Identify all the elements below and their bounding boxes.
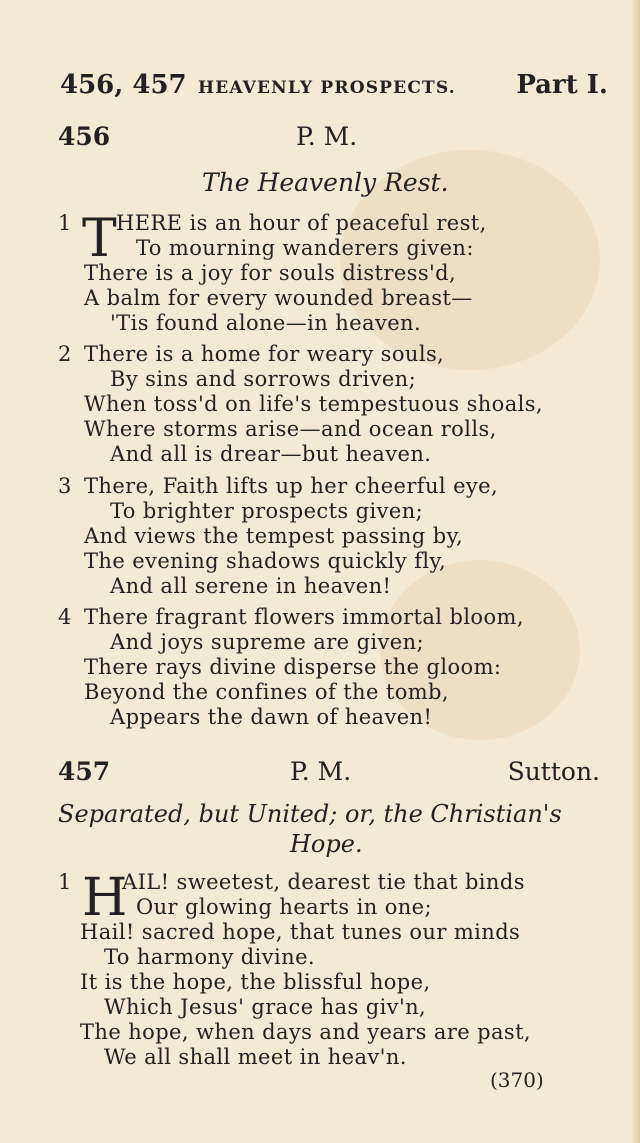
verse-line: To brighter prospects given;	[110, 499, 424, 523]
verse-line: It is the hope, the blissful hope,	[80, 970, 431, 994]
verse-line: There rays divine disperse the gloom:	[84, 655, 502, 679]
verse-line: And all serene in heaven!	[110, 574, 392, 598]
hymn-number: 457	[58, 757, 111, 786]
running-head-numbers: 456, 457	[60, 70, 187, 100]
hymn-456-header	[58, 122, 600, 158]
hymn-tune: Sutton.	[507, 757, 600, 786]
verse-line: The hope, when days and years are past,	[80, 1020, 532, 1044]
verse-line: The evening shadows quickly fly,	[84, 549, 447, 573]
page-edge	[632, 0, 640, 1143]
verse-number: 2	[58, 342, 72, 366]
hymn-meter: P. M.	[296, 122, 358, 151]
verse-number: 1	[58, 211, 72, 235]
hymn-457-title-line-1: Separated, but United; or, the Christian's	[58, 800, 562, 828]
verse-line: When toss'd on life's tempestuous shoals,	[84, 392, 544, 416]
verse-line: Appears the dawn of heaven!	[110, 705, 433, 729]
verse-line: And views the tempest passing by,	[84, 524, 464, 548]
verse-line: By sins and sorrows driven;	[110, 367, 417, 391]
hymn-457-verse-1	[58, 870, 608, 1070]
verse-line: Which Jesus' grace has giv'n,	[104, 995, 427, 1019]
hymn-456-title: The Heavenly Rest.	[202, 168, 449, 197]
verse-line: To mourning wanderers given:	[136, 236, 474, 260]
drop-cap: H	[82, 868, 128, 928]
page-number: (370)	[490, 1068, 544, 1092]
verse-number: 3	[58, 474, 72, 498]
drop-cap: T	[82, 209, 118, 269]
verse-line: To harmony divine.	[104, 945, 315, 969]
verse-line: There fragrant flowers immortal bloom,	[84, 605, 524, 629]
verse-line: AIL! sweetest, dearest tie that binds	[122, 870, 525, 894]
hymn-456-verse-1	[58, 211, 608, 336]
hymn-number: 456	[58, 122, 111, 151]
hymn-456-verse-2	[58, 342, 608, 467]
verse-line: And all is drear—but heaven.	[110, 442, 432, 466]
verse-line: Beyond the confines of the tomb,	[84, 680, 449, 704]
verse-line: Our glowing hearts in one;	[136, 895, 432, 919]
running-head-part: Part I.	[516, 70, 608, 100]
verse-line: There is a joy for souls distress'd,	[84, 261, 457, 285]
verse-number: 1	[58, 870, 72, 894]
hymn-456-verse-4	[58, 605, 608, 730]
verse-line: There is a home for weary souls,	[84, 342, 445, 366]
verse-line: A balm for every wounded breast—	[84, 286, 473, 310]
verse-line: 'Tis found alone—in heaven.	[110, 311, 422, 335]
hymn-meter: P. M.	[290, 757, 352, 786]
verse-line: There, Faith lifts up her cheerful eye,	[84, 474, 499, 498]
running-head-title: HEAVENLY PROSPECTS.	[198, 78, 456, 98]
verse-line: Where storms arise—and ocean rolls,	[84, 417, 497, 441]
hymn-456-verse-3	[58, 474, 608, 599]
hymn-457-title-line-2: Hope.	[290, 830, 363, 858]
verse-number: 4	[58, 605, 72, 629]
verse-line: And joys supreme are given;	[110, 630, 425, 654]
hymn-457-header	[58, 757, 600, 793]
verse-line: We all shall meet in heav'n.	[104, 1045, 407, 1069]
running-head	[60, 70, 608, 110]
verse-line: HERE is an hour of peaceful rest,	[116, 211, 487, 235]
verse-line: Hail! sacred hope, that tunes our minds	[80, 920, 521, 944]
